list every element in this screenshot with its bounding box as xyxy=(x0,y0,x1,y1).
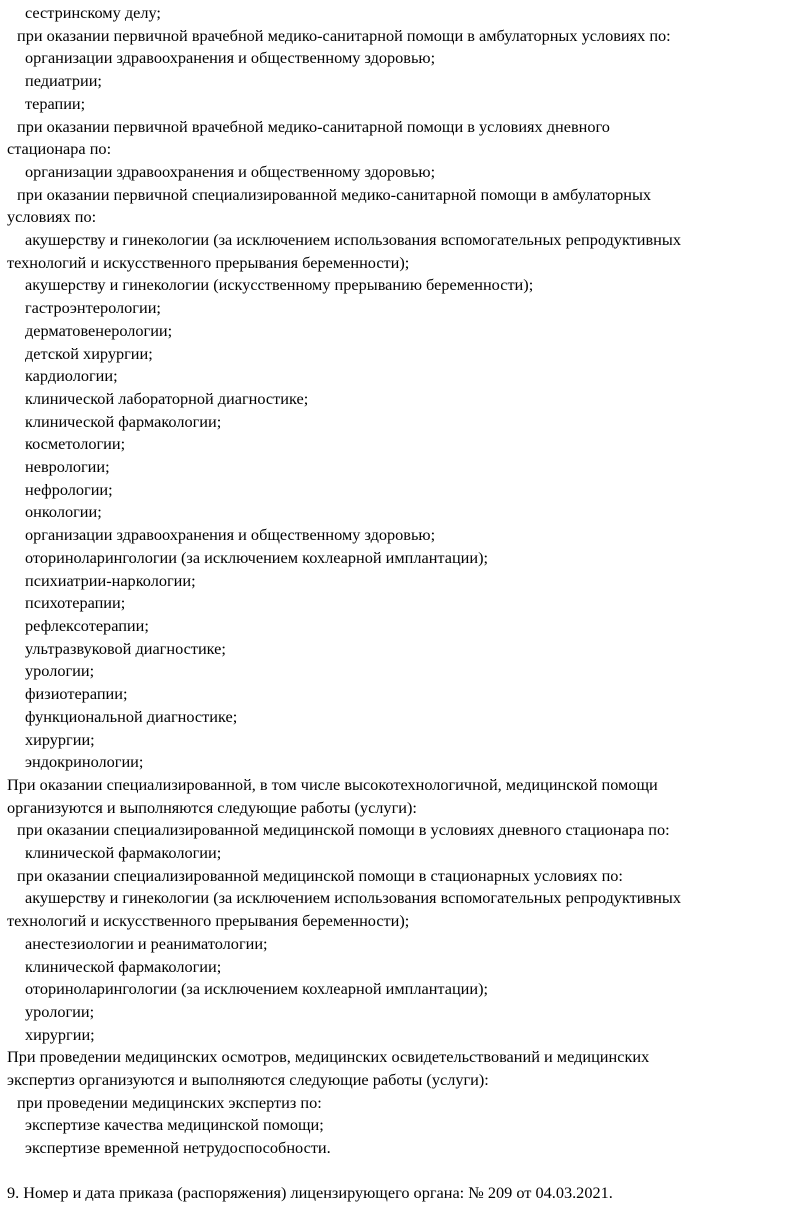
document-line: При проведении медицинских осмотров, медицинских освидетельствований и медицинских xyxy=(7,1047,650,1067)
document-line: клинической фармакологии; xyxy=(25,411,222,431)
document-line: технологий и искусственного прерывания беременности); xyxy=(7,911,410,931)
license-order-line: 9. Номер и дата приказа (распоряжения) лицензирующего органа: № 209 от 04.03.2021. xyxy=(7,1182,613,1202)
document-line: физиотерапии; xyxy=(25,684,128,704)
document-line: детской хирургии; xyxy=(25,343,153,363)
document-line: эндокринологии; xyxy=(25,752,144,772)
document-line: дерматовенерологии; xyxy=(25,320,173,340)
document-line: урологии; xyxy=(25,1001,95,1021)
document-line: анестезиологии и реаниматологии; xyxy=(25,933,268,953)
document-line: сестринскому делу; xyxy=(25,3,161,22)
document-line: рефлексотерапии; xyxy=(25,615,149,635)
document-line: экспертиз организуются и выполняются следующие работы (услуги): xyxy=(7,1070,489,1090)
document-line: организации здравоохранения и общественному здоровью; xyxy=(25,48,436,68)
document-line: онкологии; xyxy=(25,502,102,522)
document-line: экспертизе временной нетрудоспособности. xyxy=(25,1138,331,1158)
document-line: клинической фармакологии; xyxy=(25,843,222,863)
document-body xyxy=(7,2,793,1160)
document-line: клинической лабораторной диагностике; xyxy=(25,388,309,408)
document-line: при оказании первичной специализированной медико-санитарной помощи в амбулаторных xyxy=(17,184,652,204)
document-line: при оказании специализированной медицинской помощи в стационарных условиях по: xyxy=(17,865,623,885)
document-line: гастроэнтерологии; xyxy=(25,298,161,318)
document-line: нефрологии; xyxy=(25,479,113,499)
document-line: экспертизе качества медицинской помощи; xyxy=(25,1115,324,1135)
document-line: оториноларингологии (за исключением кохлеарной имплантации); xyxy=(25,979,489,999)
document-line: технологий и искусственного прерывания беременности); xyxy=(7,252,410,272)
document-line: кардиологии; xyxy=(25,366,118,386)
document-line: при оказании первичной врачебной медико-санитарной помощи в условиях дневного xyxy=(17,116,610,136)
document-line: терапии; xyxy=(25,93,86,113)
document-line: организации здравоохранения и общественному здоровью; xyxy=(25,525,436,545)
document-line: хирургии; xyxy=(25,729,95,749)
document-line: хирургии; xyxy=(25,1024,95,1044)
document-line: психотерапии; xyxy=(25,593,126,613)
paragraph-gap xyxy=(7,1160,793,1182)
document-line: при оказании специализированной медицинской помощи в условиях дневного стационара по: xyxy=(17,820,670,840)
document-line: ультразвуковой диагностике; xyxy=(25,638,226,658)
document-line: При оказании специализированной, в том числе высокотехнологичной, медицинской помощи xyxy=(7,774,658,794)
document-line: организации здравоохранения и общественному здоровью; xyxy=(25,161,436,181)
document-page xyxy=(7,2,793,1205)
document-line: акушерству и гинекологии (за исключением использования вспомогательных репродуктивных xyxy=(25,888,681,908)
document-line: косметологии; xyxy=(25,434,126,454)
document-line: при оказании первичной врачебной медико-санитарной помощи в амбулаторных условиях по: xyxy=(17,25,671,45)
document-line: клинической фармакологии; xyxy=(25,956,222,976)
document-line: акушерству и гинекологии (за исключением использования вспомогательных репродуктивных xyxy=(25,230,681,250)
document-line: условиях по: xyxy=(7,207,97,227)
document-line: оториноларингологии (за исключением кохлеарной имплантации); xyxy=(25,547,489,567)
document-line: акушерству и гинекологии (искусственному прерыванию беременности); xyxy=(25,275,534,295)
document-line: организуются и выполняются следующие работы (услуги): xyxy=(7,797,417,817)
document-line: урологии; xyxy=(25,661,95,681)
document-line: психиатрии-наркологии; xyxy=(25,570,196,590)
document-line: педиатрии; xyxy=(25,71,102,91)
document-line: неврологии; xyxy=(25,457,110,477)
document-line: при проведении медицинских экспертиз по: xyxy=(17,1092,322,1112)
document-line: функциональной диагностике; xyxy=(25,706,238,726)
document-line: стационара по: xyxy=(7,139,112,159)
